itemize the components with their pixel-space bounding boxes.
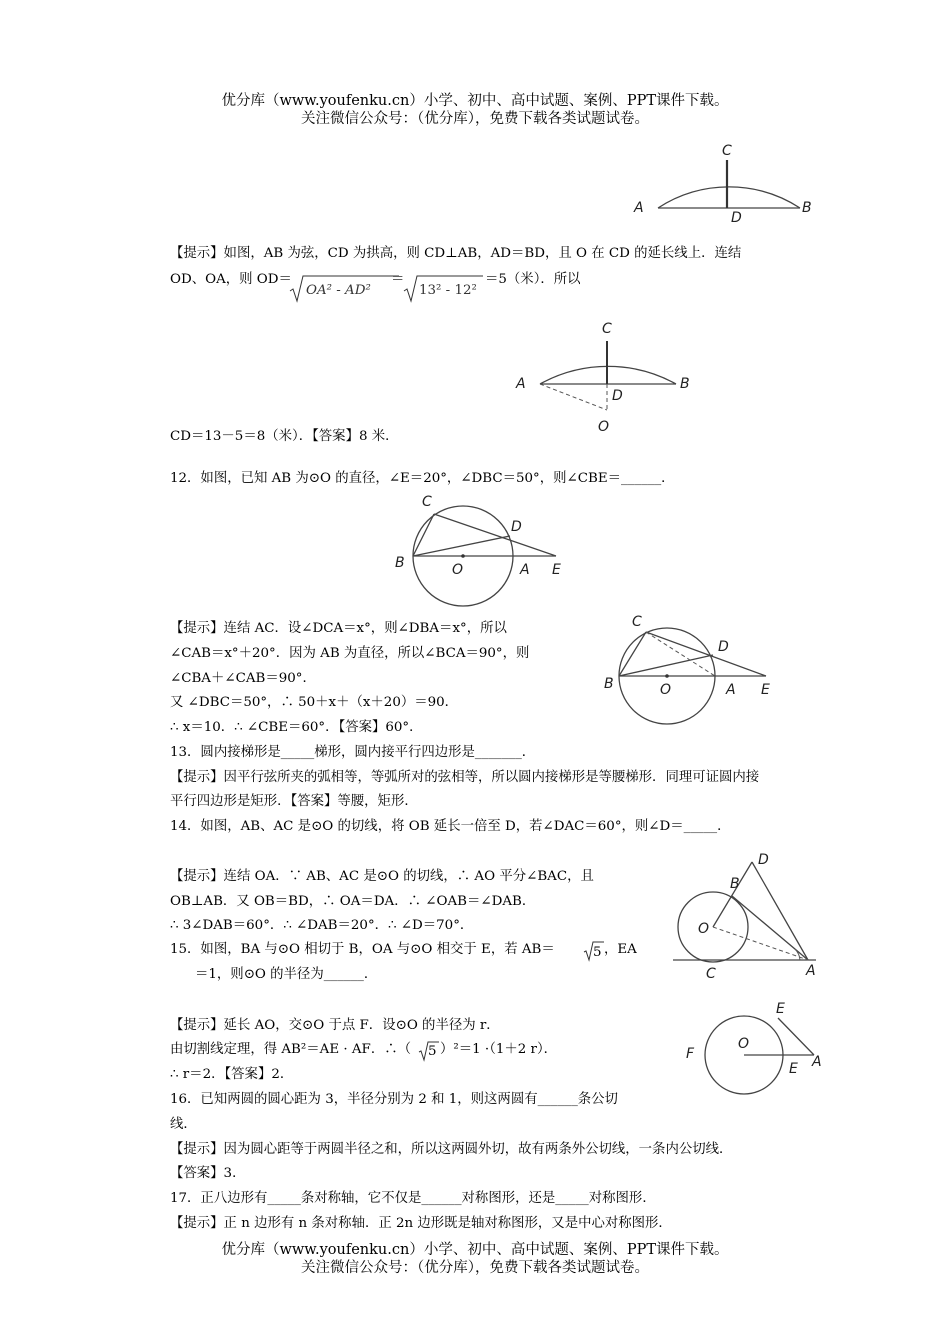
q16-answer: 【答案】3．	[170, 1166, 246, 1181]
q12-hint-line-1: 【提示】连结 AC．设∠DCA＝x°，则∠DBA＝x°，所以	[170, 621, 507, 636]
q15-sqrt-radicand: 5	[593, 945, 602, 960]
tangent-figure-q14	[668, 848, 828, 983]
q15-hint-line-1: 【提示】延长 AO，交⊙O 于点 F．设⊙O 的半径为 r．	[170, 1018, 500, 1033]
arch-with-center-figure	[508, 318, 704, 442]
q15-hint-sqrt-radicand: 5	[428, 1044, 437, 1059]
circle-figure-q12-hint	[596, 608, 782, 738]
label-a: A	[806, 963, 816, 979]
label-o: O	[738, 1036, 750, 1052]
q11-answer: CD＝13－5＝8（米）．【答案】8 米．	[170, 429, 399, 444]
q15-question-line-1a: 15．如图，BA 与⊙O 相切于 B，OA 与⊙O 相交于 E，若 AB＝	[170, 942, 555, 957]
label-e: E	[761, 682, 770, 698]
label-o: O	[452, 562, 464, 578]
q12-hint-line-3: ∠CBA＋∠CAB＝90°．	[170, 671, 316, 686]
label-b: B	[730, 876, 740, 892]
label-c: C	[602, 321, 612, 337]
q15-question-line-1b: ，EA	[604, 942, 637, 957]
q14-hint-line-1: 【提示】连结 OA．∵ AB、AC 是⊙O 的切线，∴ AO 平分∠BAC，且	[170, 869, 594, 884]
label-o: O	[698, 921, 710, 937]
q12-question: 12．如图，已知 AB 为⊙O 的直径，∠E＝20°，∠DBC＝50°，则∠CBE＝______．	[170, 471, 675, 486]
label-o: O	[598, 419, 610, 435]
circle-figure-q12	[388, 490, 570, 610]
footer-line-2: 关注微信公众号：（优分库），免费下载各类试题试卷。	[301, 1260, 649, 1276]
q17-hint: 【提示】正 n 边形有 n 条对称轴．正 2n 边形既是轴对称图形，又是中心对称图形．	[170, 1216, 672, 1231]
label-a: A	[726, 682, 736, 698]
label-o: O	[660, 682, 672, 698]
q15-hint-line-3: ∴ r＝2．【答案】2．	[170, 1067, 294, 1082]
q15-question-line-2: ＝1，则⊙O 的半径为______．	[195, 967, 378, 982]
q16-question-line-2: 线．	[170, 1117, 197, 1132]
q13-question: 13．圆内接梯形是_____梯形，圆内接平行四边形是_______．	[170, 745, 536, 760]
label-b: B	[802, 200, 812, 216]
q14-hint-line-2: OB⊥AB．又 OB＝BD，∴ OA＝DA．∴ ∠OAB＝∠DAB．	[170, 894, 536, 909]
header-line-1: 优分库（www.youfenku.cn）小学、初中、高中试题、案例、PPT课件下载。	[221, 93, 729, 109]
label-b: B	[395, 555, 405, 571]
label-e: E	[789, 1061, 798, 1077]
q16-hint: 【提示】因为圆心距等于两圆半径之和，所以这两圆外切，故有两条外公切线，一条内公切线．	[170, 1142, 733, 1157]
label-e: E	[552, 562, 561, 578]
q11-radicand-2: 13² - 12²	[419, 283, 477, 298]
q14-hint-line-3: ∴ 3∠DAB＝60°．∴ ∠DAB＝20°．∴ ∠D＝70°．	[170, 918, 474, 933]
label-a: A	[812, 1054, 822, 1070]
label-d: D	[758, 852, 769, 868]
header-line-2: 关注微信公众号：（优分库），免费下载各类试题试卷。	[301, 111, 649, 127]
q11-hint-line-2b: ＝5（米）．所以	[485, 272, 581, 287]
label-c: C	[706, 966, 716, 982]
label-a: A	[520, 562, 530, 578]
label-b: B	[604, 676, 614, 692]
q11-hint-line-2a: OD、OA，则 OD＝	[170, 272, 292, 287]
q14-question: 14．如图，AB、AC 是⊙O 的切线，将 OB 延长一倍至 D，若∠DAC＝60°，则∠D＝_____．	[170, 819, 731, 834]
q12-hint-line-4: 又 ∠DBC＝50°，∴ 50＋x＋（x＋20）＝90．	[170, 695, 459, 710]
label-c: C	[632, 614, 642, 630]
label-a: A	[516, 376, 526, 392]
label-a: A	[634, 200, 644, 216]
tangent-figure-q15	[680, 998, 830, 1098]
label-c: C	[422, 494, 432, 510]
label-d: D	[718, 639, 729, 655]
q15-hint-line-2a: 由切割线定理，得 AB²＝AE · AF．∴（	[170, 1042, 411, 1057]
q15-hint-line-2b: ）²＝1 ·（1＋2 r）．	[440, 1042, 558, 1057]
q17-question: 17．正八边形有_____条对称轴，它不仅是______对称图形，还是_____对称图形．	[170, 1191, 656, 1206]
arch-figure	[628, 138, 818, 226]
q13-hint-line-1: 【提示】因平行弦所夹的弧相等，等弧所对的弦相等，所以圆内接梯形是等腰梯形．同理可证圆内接	[170, 770, 760, 785]
q16-question-line-1: 16．已知两圆的圆心距为 3，半径分别为 2 和 1，则这两圆有______条公切	[170, 1092, 618, 1107]
label-c: C	[722, 143, 732, 159]
q11-hint-line-1: 【提示】如图，AB 为弦，CD 为拱高，则 CD⊥AB，AD＝BD，且 O 在 CD 的延长线上．连结	[170, 246, 742, 261]
q11-radicand-1: OA² - AD²	[306, 283, 371, 298]
label-b: B	[680, 376, 690, 392]
q12-hint-line-2: ∠CAB＝x°＋20°．因为 AB 为直径，所以∠BCA＝90°，则	[170, 646, 530, 661]
label-d: D	[612, 388, 623, 404]
label-f: F	[686, 1046, 695, 1062]
label-e-top: E	[776, 1001, 785, 1017]
q12-hint-line-5: ∴ x＝10．∴ ∠CBE＝60°．【答案】60°．	[170, 720, 423, 735]
q13-hint-line-2: 平行四边形是矩形．【答案】等腰，矩形．	[170, 794, 418, 809]
label-d: D	[511, 519, 522, 535]
label-d: D	[731, 210, 742, 226]
q11-equals: ＝	[391, 272, 405, 287]
footer-line-1: 优分库（www.youfenku.cn）小学、初中、高中试题、案例、PPT课件下载。	[221, 1242, 729, 1258]
